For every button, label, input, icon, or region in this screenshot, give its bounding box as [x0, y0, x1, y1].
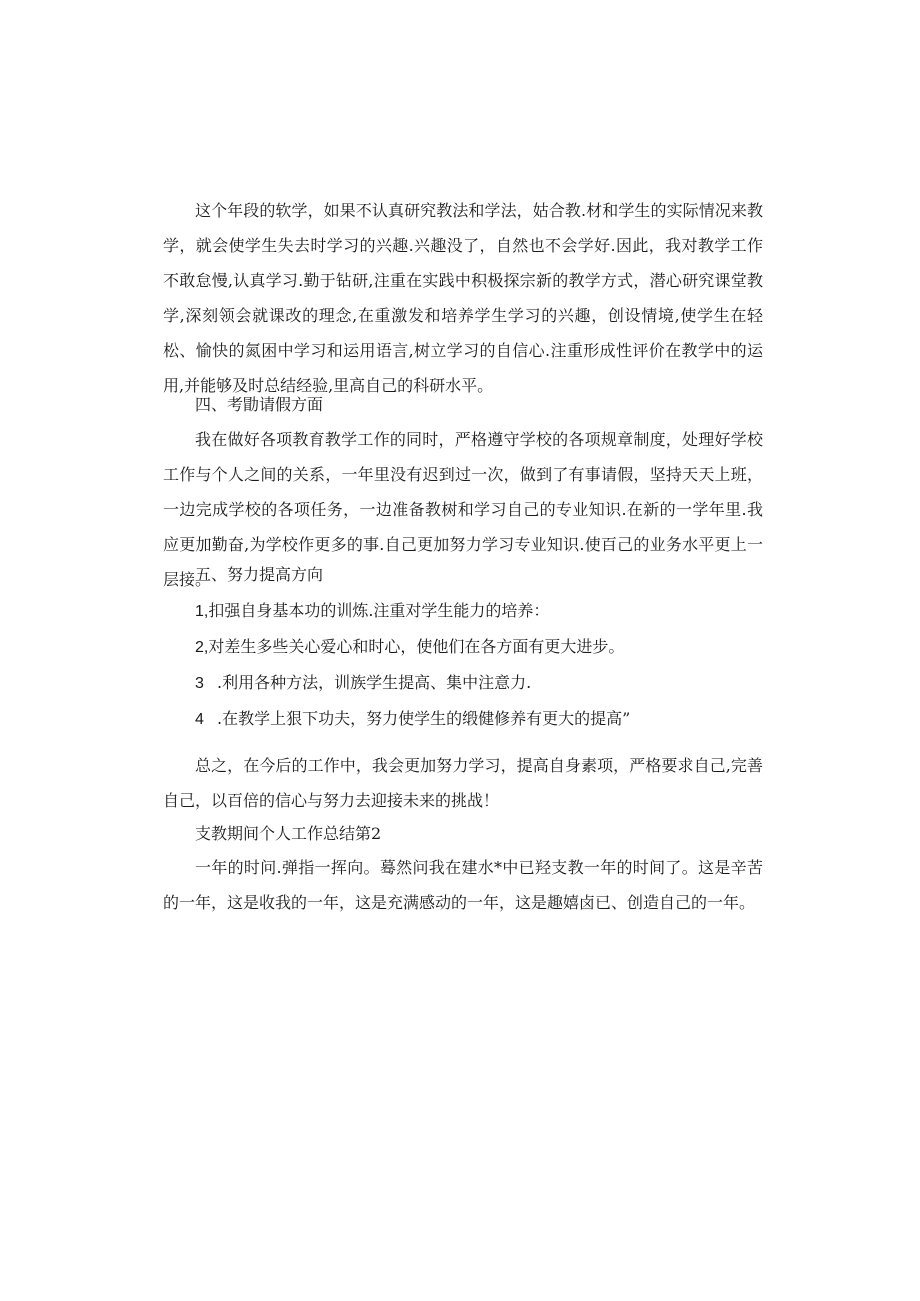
paragraph-one-year: 一年的时问.弹指一挥向。蓦然问我在建水*中已羟支教一年的时间了。这是辛苦的一年，这是收我的一年，这是充满感动的一年，这是趣嬉卤已、创造自己的一年。	[163, 858, 763, 912]
list-item-number: 1,	[195, 603, 209, 620]
list-item	[195, 708, 630, 731]
list-item-text: .利用各种方法，训族学生提高、集中注意力.	[217, 673, 532, 692]
list-item	[195, 636, 624, 659]
paragraph-conclusion: 总之，在今后的工作中，我会更加努力学习，提高自身素项，严格要求自己,完善自己，以百倍的信心与努力去迎接未来的挑战！	[163, 756, 763, 810]
list-item-text: 对差生多些关心爱心和时心，使他们在各方面有更大进步。	[208, 637, 625, 656]
list-item	[195, 672, 531, 695]
paragraph-attendance: 我在做好各项教育教学工作的同时，严格遵守学校的各项规章制度，处理好学校工作与个人之间的关系，一年里没有迟到过一次，做到了有事请假，坚持天天上班，一边完成学校的各项任务，一边准备教树和学习自己的专业知识.在新的一学年里.我应更加勤奋,为学校作更多的事.自己更加努力学习专业知识.使百己的业务水平更上一层接。	[163, 430, 763, 589]
paragraph-teaching-methods: 这个年段的软学，如果不认真研究教法和学法，姑合教.材和学生的实际情况来教学，就会使学生失去时学习的兴趣.兴趣没了，自然也不会学好.因此，我对教学工作不敢怠慢,认真学习.勤于钻研,注重在实践中积极探宗新的教学方式，潜心研究课堂教学,深刻领会就课改的理念,在重激发和培养学生学习的兴趣，创设情境,使学生在轻松、愉快的氮困中学习和运用语言,树立学习的自信心.注重形成性评价在教学中的运用,并能够及时总结经验,里高自己的科研水平。	[163, 201, 763, 395]
list-item	[195, 600, 549, 623]
heading-improvement: 五、努力提高方向	[195, 565, 324, 584]
heading-attendance: 四、考勖请假方面	[195, 395, 324, 414]
heading-summary-2: 支教期间个人工作总结第2	[195, 824, 382, 843]
list-item-number: 4	[195, 711, 204, 728]
list-item-number: 2,	[195, 639, 209, 656]
list-item-number: 3	[195, 675, 204, 692]
list-item-text: .在教学上狠下功夫，努力使学生的缎健修养有更大的提高”	[217, 709, 631, 728]
list-item-text: 扣强自身基本功的训炼.注重对学生能力的培养：	[208, 601, 550, 620]
